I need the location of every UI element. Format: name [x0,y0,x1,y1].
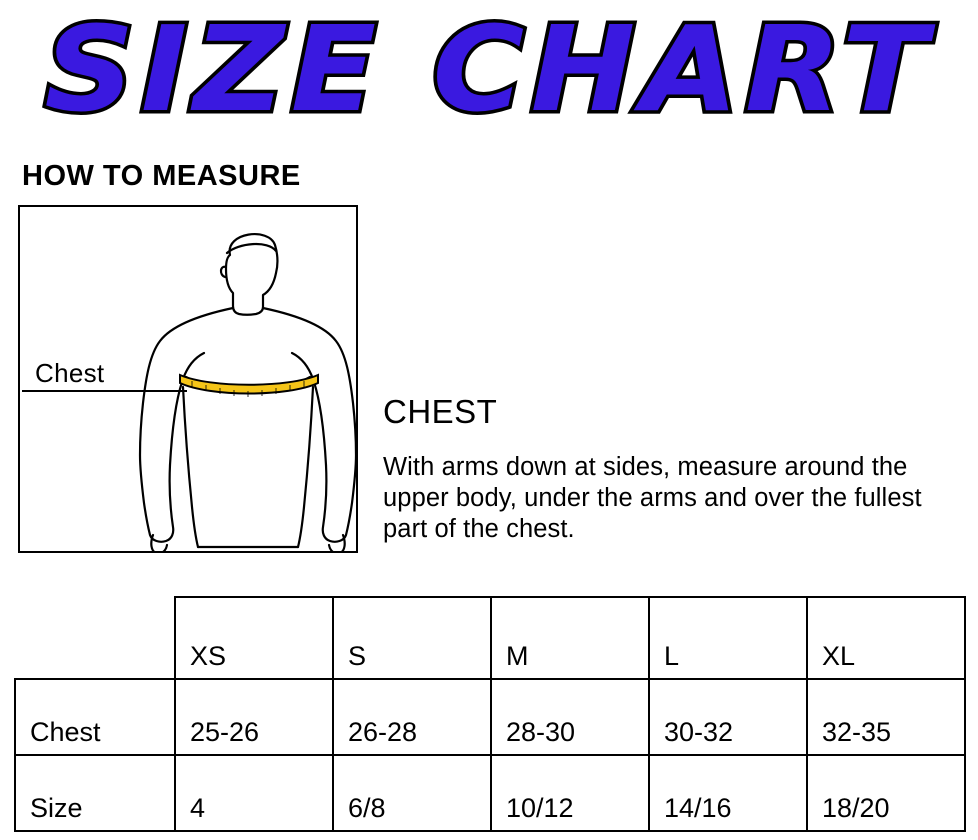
size-m: 10/12 [491,755,649,831]
table-row [15,679,965,755]
chest-xl: 32-35 [807,679,965,755]
how-to-measure-heading: HOW TO MEASURE [22,160,301,192]
table-row [15,755,965,831]
table-corner-cell [15,597,175,679]
chest-l: 30-32 [649,679,807,755]
table-header-row [15,597,965,679]
page-title: SIZE CHART [44,0,934,138]
table-header-xs: XS [175,597,333,679]
table-header-xl: XL [807,597,965,679]
size-xs: 4 [175,755,333,831]
chest-m: 28-30 [491,679,649,755]
size-l: 14/16 [649,755,807,831]
table-header-s: S [333,597,491,679]
size-s: 6/8 [333,755,491,831]
size-chart-table [14,596,966,832]
chest-s: 26-28 [333,679,491,755]
table-header-l: L [649,597,807,679]
table-header-m: M [491,597,649,679]
row-label-size: Size [15,755,175,831]
chest-xs: 25-26 [175,679,333,755]
size-xl: 18/20 [807,755,965,831]
row-label-chest: Chest [15,679,175,755]
description-heading: CHEST [383,393,498,430]
description-body: With arms down at sides, measure around the upper body, under the arms and over the fullest part of the chest. [383,453,922,543]
tape-measure-icon [180,375,318,397]
chest-leader-line [22,390,187,392]
chest-measure-label: Chest [35,358,105,388]
